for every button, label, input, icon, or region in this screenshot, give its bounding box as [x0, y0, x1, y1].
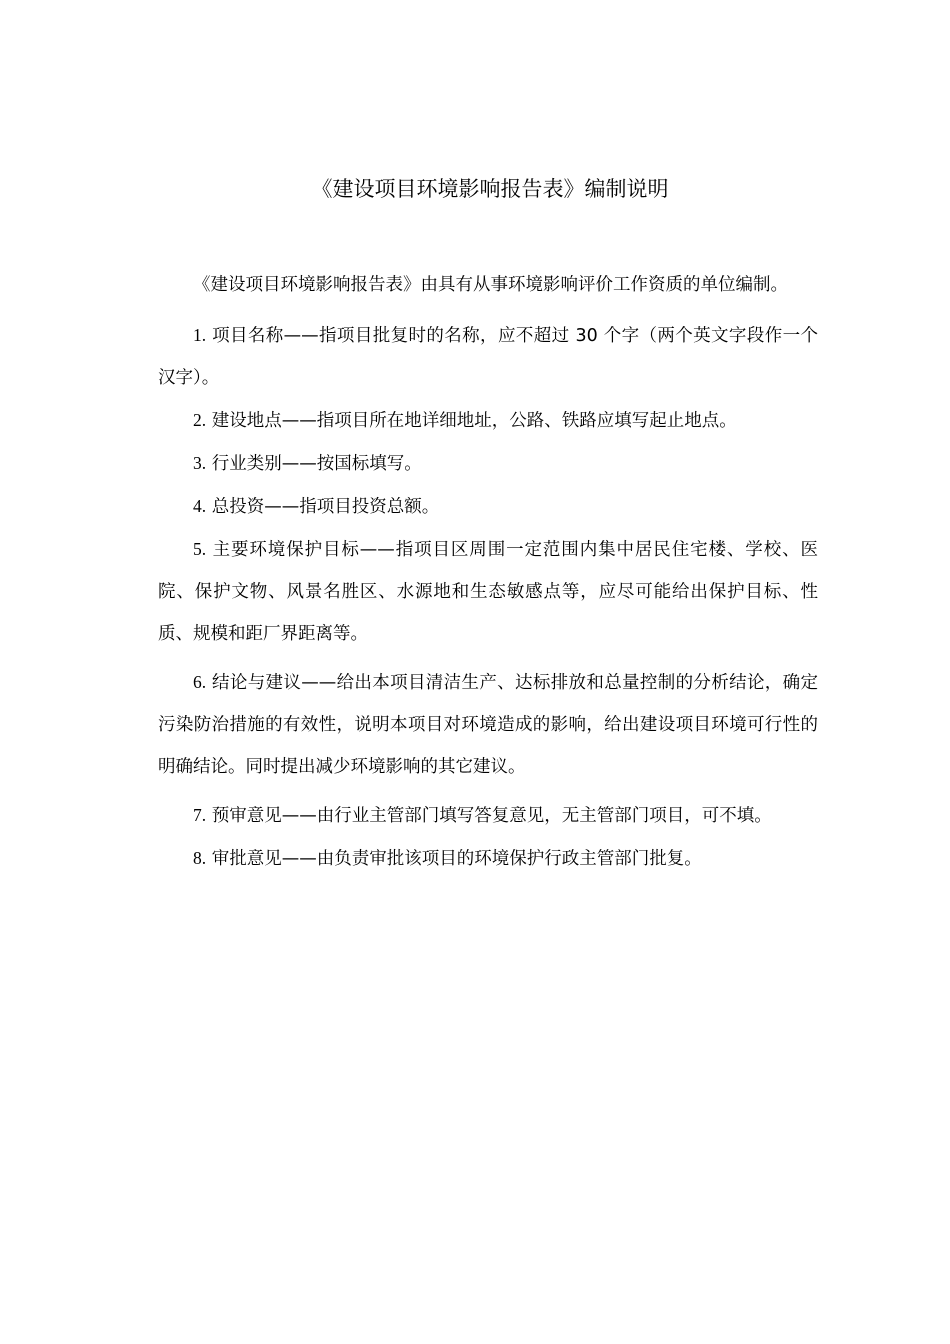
list-item-2 — [158, 399, 818, 442]
list-item-4 — [158, 485, 818, 528]
item-number: 1. — [193, 325, 207, 345]
item-text: 建设地点——指项目所在地详细地址，公路、铁路应填写起止地点。 — [211, 411, 737, 431]
item-text: 主要环境保护目标——指项目区周围一定范围内集中居民住宅楼、学校、医院、保护文物、风景名胜区、水源地和生态敏感点等，应尽可能给出保护目标、性质、规模和距厂界距离等。 — [158, 540, 818, 644]
item-number: 3. — [193, 453, 207, 473]
item-number: 6. — [193, 672, 207, 692]
item-number: 2. — [193, 410, 207, 430]
item-number: 8. — [193, 848, 207, 868]
intro-paragraph: 《建设项目环境影响报告表》由具有从事环境影响评价工作资质的单位编制。 — [193, 275, 788, 295]
list-item-5 — [158, 528, 818, 655]
list-item-3 — [158, 442, 818, 485]
item-text: 项目名称——指项目批复时的名称，应不超过 30 个字（两个英文字段作一个汉字）。 — [158, 326, 818, 388]
item-number: 4. — [193, 496, 207, 516]
item-text: 结论与建议——给出本项目清洁生产、达标排放和总量控制的分析结论，确定污染防治措施的有效性，说明本项目对环境造成的影响，给出建设项目环境可行性的明确结论。同时提出减少环境影响的其它建议。 — [158, 673, 818, 777]
list-item-8 — [158, 837, 818, 880]
item-text: 行业类别——按国标填写。 — [211, 454, 422, 474]
item-text: 审批意见——由负责审批该项目的环境保护行政主管部门批复。 — [211, 849, 702, 869]
item-text: 总投资——指项目投资总额。 — [211, 497, 440, 517]
list-item-7 — [158, 794, 818, 837]
item-text: 预审意见——由行业主管部门填写答复意见，无主管部门项目，可不填。 — [211, 806, 772, 826]
document-body — [158, 264, 818, 880]
list-item-1 — [158, 314, 818, 399]
item-number: 7. — [193, 805, 207, 825]
list-item-6 — [158, 661, 818, 788]
document-title: 《建设项目环境影响报告表》编制说明 — [311, 177, 669, 201]
item-number: 5. — [193, 539, 207, 559]
